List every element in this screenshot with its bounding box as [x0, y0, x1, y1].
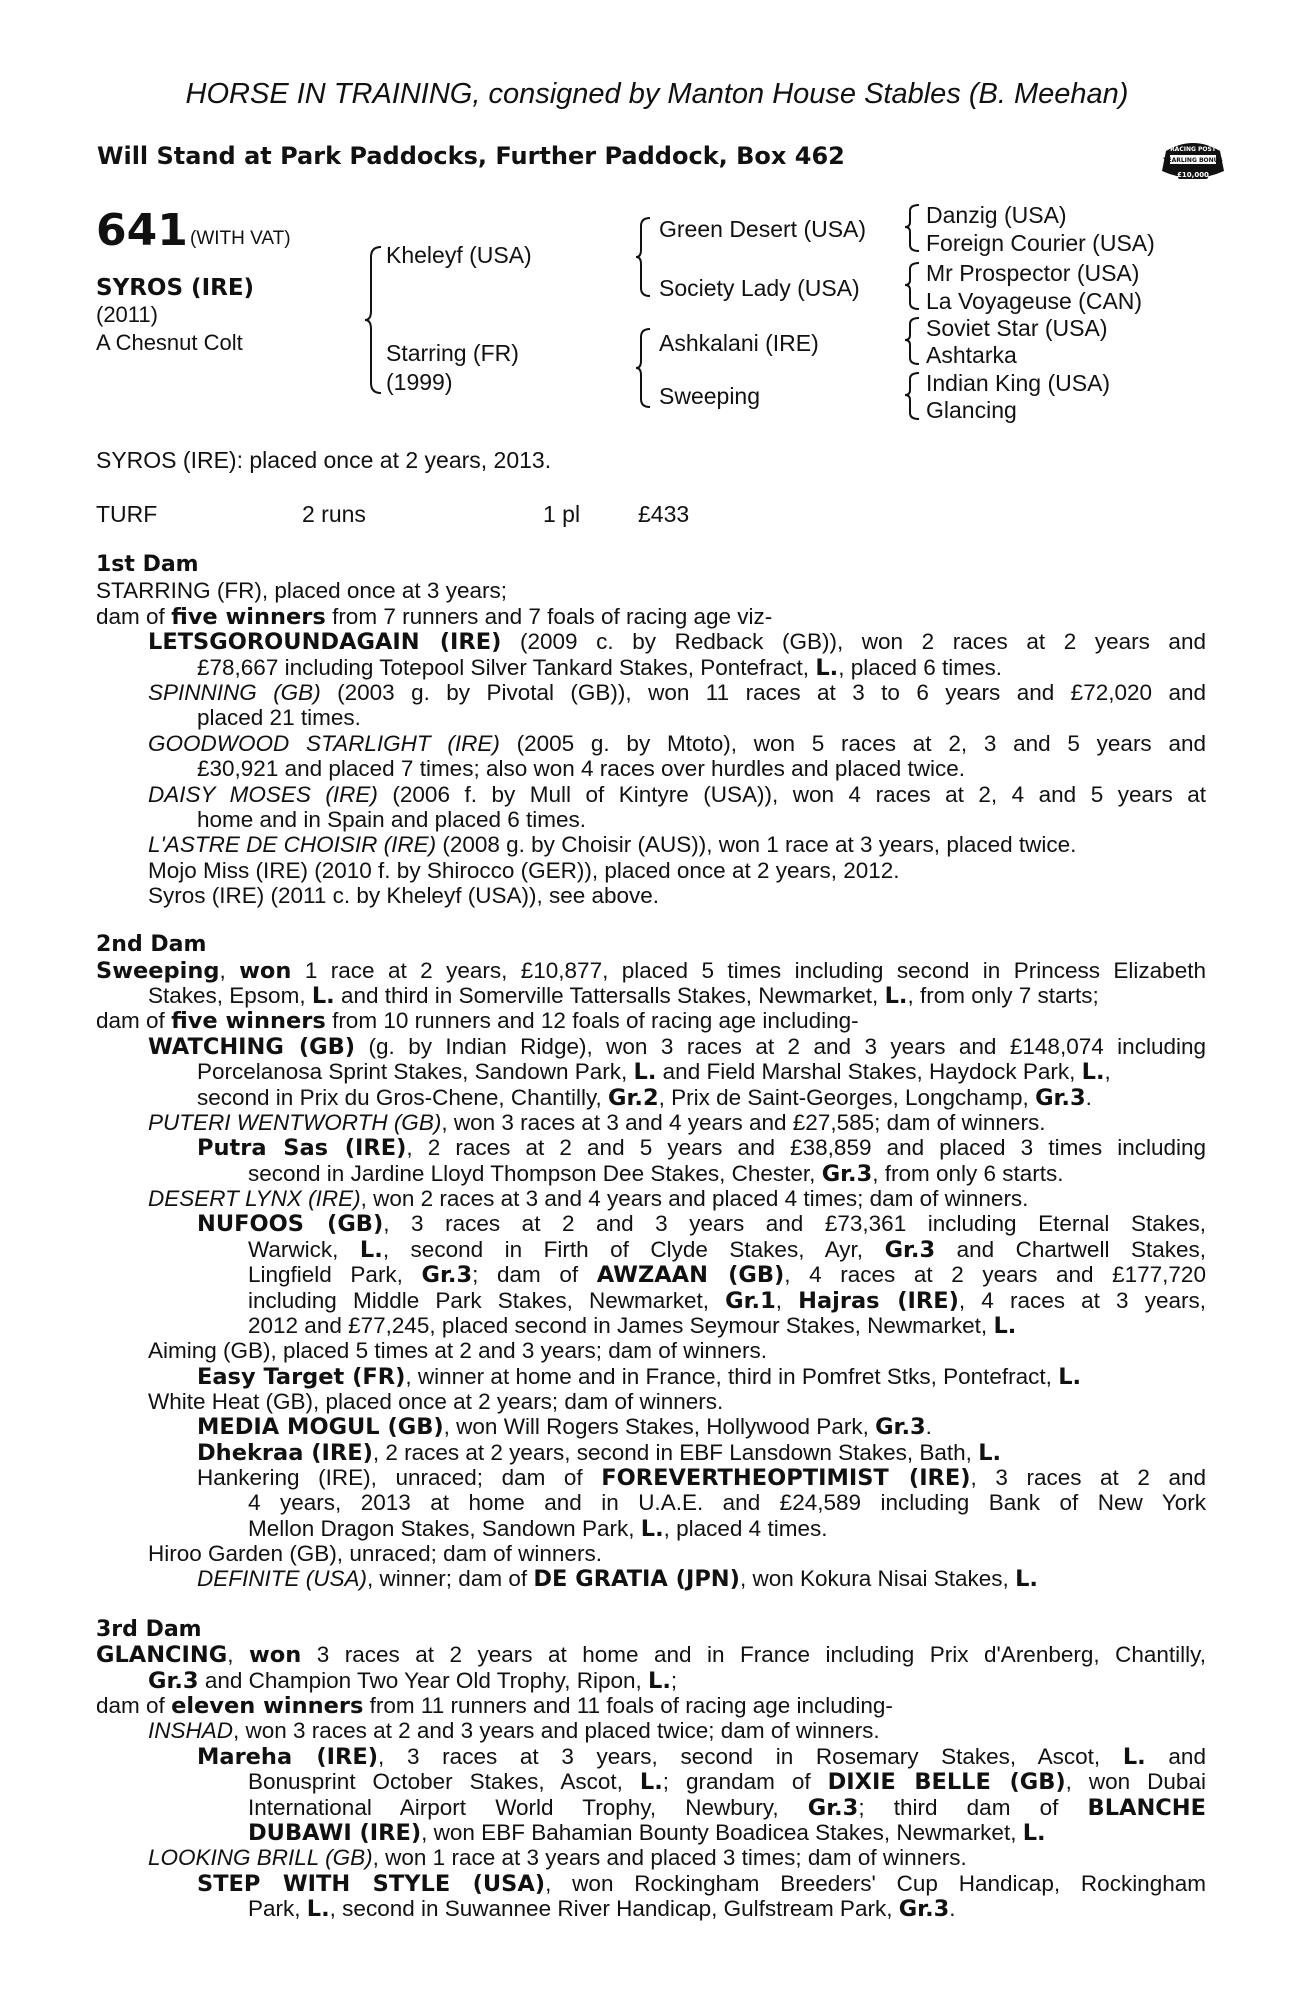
dam2-produce-summary: dam of five winners from 10 runners and 12 foals of racing age including-: [96, 1008, 859, 1034]
turf-runs: 2 runs: [302, 501, 366, 527]
produce-entry-cont: £30,921 and placed 7 times; also won 4 races over hurdles and placed twice.: [197, 756, 965, 781]
produce-entry: DESERT LYNX (IRE), won 2 races at 3 and 4 years and placed 4 times; dam of winners.: [148, 1186, 1029, 1211]
produce-entry-cont: second in Jardine Lloyd Thompson Dee Stakes, Chester, Gr.3, from only 6 starts.: [248, 1161, 1064, 1187]
produce-entry: Syros (IRE) (2011 c. by Kheleyf (USA)), see above.: [148, 883, 660, 908]
produce-entry: GOODWOOD STARLIGHT (IRE) (2005 g. by Mtoto), won 5 races at 2, 3 and 5 years and: [148, 731, 1206, 756]
turf-placed: 1 pl: [543, 501, 581, 527]
produce-entry: Aiming (GB), placed 5 times at 2 and 3 years; dam of winners.: [148, 1338, 768, 1363]
produce-entry: PUTERI WENTWORTH (GB), won 3 races at 3 and 4 years and £27,585; dam of winners.: [148, 1110, 1046, 1135]
turf-earnings: £433: [638, 501, 690, 527]
produce-entry: LOOKING BRILL (GB), won 1 race at 3 years and placed 3 times; dam of winners.: [148, 1845, 967, 1870]
produce-entry-cont: £78,667 including Totepool Silver Tankard Stakes, Pontefract, L., placed 6 times.: [197, 655, 1003, 681]
pedigree-brace-dam: [636, 327, 652, 409]
badge-mid-text: YEARLING BONUS: [1163, 157, 1223, 164]
pedigree-gen3-8: Glancing: [926, 397, 1017, 423]
produce-entry-cont: Lingfield Park, Gr.3; dam of AWZAAN (GB), 4 races at 2 years and £177,720: [248, 1262, 1206, 1288]
produce-entry-cont: placed 21 times.: [197, 705, 361, 730]
produce-entry-grand: DEFINITE (USA), winner; dam of DE GRATIA (JPN), won Kokura Nisai Stakes, L.: [197, 1566, 1038, 1592]
yearling-bonus-badge: [1160, 135, 1226, 195]
produce-entry-cont: home and in Spain and placed 6 times.: [197, 807, 587, 832]
produce-entry-grand: Dhekraa (IRE), 2 races at 2 years, second in EBF Lansdown Stakes, Bath, L.: [197, 1440, 1002, 1466]
produce-entry-cont: Porcelanosa Sprint Stakes, Sandown Park, L. and Field Marshal Stakes, Haydock Park, L.,: [197, 1059, 1111, 1085]
pedigree-sire-sire: Green Desert (USA): [659, 216, 867, 242]
horse-description: A Chesnut Colt: [96, 330, 243, 355]
pedigree-brace-3c: [905, 316, 921, 366]
produce-entry-cont: International Airport World Trophy, Newbury, Gr.3; third dam of BLANCHE: [248, 1795, 1206, 1821]
lot-number: 641: [96, 205, 188, 256]
vat-note: (WITH VAT): [190, 228, 291, 249]
pedigree-gen3-3: Mr Prospector (USA): [926, 260, 1140, 286]
pedigree-dam: Starring (FR): [386, 340, 519, 366]
produce-entry: SPINNING (GB) (2003 g. by Pivotal (GB)), won 11 races at 3 to 6 years and £72,020 and: [148, 680, 1206, 705]
horse-name: SYROS (IRE): [96, 275, 255, 301]
pedigree-brace-sire: [636, 216, 652, 298]
produce-entry-cont: including Middle Park Stakes, Newmarket, Gr.1, Hajras (IRE), 4 races at 3 years,: [248, 1288, 1206, 1314]
pedigree-gen3-1: Danzig (USA): [926, 202, 1067, 228]
badge-amount-text: £10,000: [1177, 171, 1209, 179]
dam2-intro-cont: Stakes, Epsom, L. and third in Somerville Tattersalls Stakes, Newmarket, L., from only 7 starts;: [148, 983, 1099, 1009]
produce-entry-cont: DUBAWI (IRE), won EBF Bahamian Bounty Boadicea Stakes, Newmarket, L.: [248, 1820, 1046, 1846]
stand-location: Will Stand at Park Paddocks, Further Paddock, Box 462: [97, 142, 845, 170]
pedigree-sire: Kheleyf (USA): [386, 242, 532, 268]
produce-entry-cont: Mellon Dragon Stakes, Sandown Park, L., placed 4 times.: [248, 1516, 828, 1542]
produce-entry-cont: second in Prix du Gros-Chene, Chantilly, Gr.2, Prix de Saint-Georges, Longchamp, Gr.3.: [197, 1085, 1092, 1111]
produce-entry: INSHAD, won 3 races at 2 and 3 years and placed twice; dam of winners.: [148, 1718, 880, 1743]
badge-top-text: RACING POST: [1170, 146, 1216, 153]
pedigree-brace-3d: [905, 371, 921, 421]
produce-entry-grand: Hankering (IRE), unraced; dam of FOREVERTHEOPTIMIST (IRE), 3 races at 2 and: [197, 1465, 1206, 1491]
race-summary: SYROS (IRE): placed once at 2 years, 2013.: [96, 447, 552, 473]
turf-label: TURF: [96, 501, 158, 527]
pedigree-gen3-6: Ashtarka: [926, 342, 1017, 368]
foaling-year: (2011): [96, 302, 158, 327]
racing-post-yearling-bonus-badge-icon: [1160, 135, 1226, 195]
section-heading-2nd-dam: 2nd Dam: [96, 932, 207, 957]
catalogue-header-title: HORSE IN TRAINING, consigned by Manton House Stables (B. Meehan): [185, 78, 1129, 110]
produce-entry-cont: Warwick, L., second in Firth of Clyde Stakes, Ayr, Gr.3 and Chartwell Stakes,: [248, 1237, 1206, 1263]
section-heading-1st-dam: 1st Dam: [96, 552, 199, 577]
produce-entry-grand: Putra Sas (IRE), 2 races at 2 and 5 years and £38,859 and placed 3 times including: [197, 1135, 1207, 1161]
produce-entry: LETSGOROUNDAGAIN (IRE) (2009 c. by Redback (GB)), won 2 races at 2 years and: [148, 629, 1206, 655]
pedigree-gen3-5: Soviet Star (USA): [926, 315, 1108, 341]
dam2-intro: Sweeping, won 1 race at 2 years, £10,877, placed 5 times including second in Princess Elizabeth: [96, 958, 1206, 984]
pedigree-dam-year: (1999): [386, 369, 453, 395]
pedigree-dam-dam: Sweeping: [659, 383, 761, 409]
dam3-produce-summary: dam of eleven winners from 11 runners and 11 foals of racing age including-: [96, 1693, 893, 1719]
produce-entry-grand: Mareha (IRE), 3 races at 3 years, second in Rosemary Stakes, Ascot, L. and: [197, 1744, 1206, 1770]
produce-entry-cont: 4 years, 2013 at home and in U.A.E. and £24,589 including Bank of New York: [248, 1490, 1206, 1515]
produce-entry: WATCHING (GB) (g. by Indian Ridge), won 3 races at 2 and 3 years and £148,074 including: [148, 1034, 1206, 1060]
produce-entry: White Heat (GB), placed once at 2 years; dam of winners.: [148, 1389, 724, 1414]
produce-entry-cont: Bonusprint October Stakes, Ascot, L.; grandam of DIXIE BELLE (GB), won Dubai: [248, 1769, 1206, 1795]
produce-entry-grand: Easy Target (FR), winner at home and in France, third in Pomfret Stks, Pontefract, L.: [197, 1364, 1082, 1390]
produce-entry-grand: MEDIA MOGUL (GB), won Will Rogers Stakes, Hollywood Park, Gr.3.: [197, 1414, 932, 1440]
pedigree-gen3-4: La Voyageuse (CAN): [926, 288, 1143, 314]
pedigree-gen3-2: Foreign Courier (USA): [926, 230, 1155, 256]
pedigree-sire-dam: Society Lady (USA): [659, 275, 860, 301]
pedigree-brace-3b: [905, 261, 921, 311]
produce-entry: L'ASTRE DE CHOISIR (IRE) (2008 g. by Choisir (AUS)), won 1 race at 3 years, placed twice.: [148, 832, 1077, 857]
produce-entry-grand: STEP WITH STYLE (USA), won Rockingham Breeders' Cup Handicap, Rockingham: [197, 1871, 1206, 1897]
dam1-produce-summary: dam of five winners from 7 runners and 7 foals of racing age viz-: [96, 604, 773, 630]
section-heading-3rd-dam: 3rd Dam: [96, 1617, 202, 1642]
dam3-intro: GLANCING, won 3 races at 2 years at home and in France including Prix d'Arenberg, Chantilly,: [96, 1642, 1206, 1668]
pedigree-brace-3a: [905, 203, 921, 253]
produce-entry: Hiroo Garden (GB), unraced; dam of winners.: [148, 1541, 602, 1566]
produce-entry-cont: 2012 and £77,245, placed second in James Seymour Stakes, Newmarket, L.: [248, 1313, 1017, 1339]
dam1-intro: STARRING (FR), placed once at 3 years;: [96, 578, 507, 603]
pedigree-brace-main: [365, 245, 385, 395]
pedigree-gen3-7: Indian King (USA): [926, 370, 1111, 396]
produce-entry-cont: Park, L., second in Suwannee River Handicap, Gulfstream Park, Gr.3.: [248, 1896, 956, 1922]
produce-entry-grand: NUFOOS (GB), 3 races at 2 and 3 years and £73,361 including Eternal Stakes,: [197, 1211, 1206, 1237]
produce-entry: Mojo Miss (IRE) (2010 f. by Shirocco (GER)), placed once at 2 years, 2012.: [148, 858, 900, 883]
produce-entry: DAISY MOSES (IRE) (2006 f. by Mull of Kintyre (USA)), won 4 races at 2, 4 and 5 years at: [148, 782, 1206, 807]
pedigree-dam-sire: Ashkalani (IRE): [659, 330, 819, 356]
dam3-intro-cont: Gr.3 and Champion Two Year Old Trophy, Ripon, L.;: [148, 1668, 678, 1694]
